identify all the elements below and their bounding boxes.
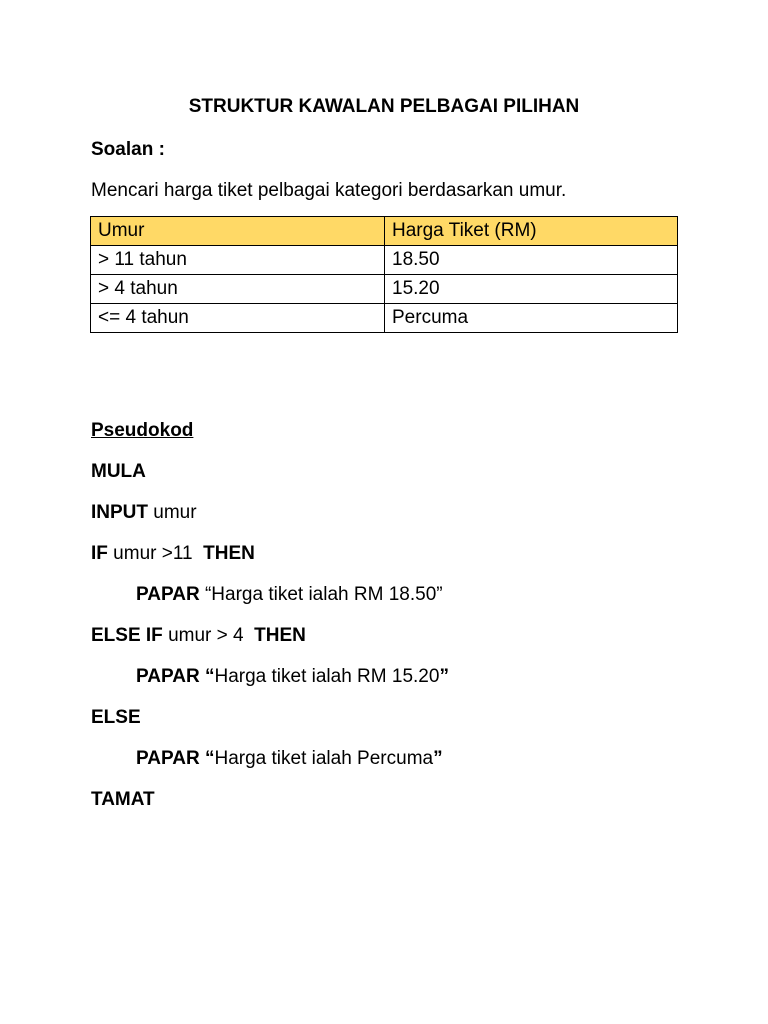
pseudo-input-line — [91, 502, 197, 524]
table-header-row — [91, 217, 678, 246]
document-title: STRUKTUR KAWALAN PELBAGAI PILIHAN — [188, 96, 580, 117]
elseif-condition: umur > 4 — [162, 625, 255, 646]
pseudo-if-line — [91, 543, 255, 565]
pseudo-else: ELSE — [91, 707, 141, 728]
table-row — [91, 275, 678, 304]
if-condition: umur >11 — [107, 543, 204, 564]
pseudo-elseif-line — [91, 625, 306, 647]
table-row — [91, 304, 678, 333]
table-cell-umur: > 4 tahun — [91, 275, 385, 304]
table-cell-umur: <= 4 tahun — [91, 304, 385, 333]
keyword-papar: PAPAR — [136, 748, 200, 769]
question-label: Soalan : — [91, 139, 165, 160]
keyword-then: THEN — [203, 543, 255, 564]
table-cell-harga: 15.20 — [385, 275, 678, 304]
input-variable: umur — [148, 502, 197, 523]
table-cell-harga: Percuma — [385, 304, 678, 333]
table-row — [91, 246, 678, 275]
ticket-price-table — [90, 216, 678, 333]
pseudocode-heading: Pseudokod — [91, 420, 194, 441]
pseudo-papar-line-2 — [136, 666, 449, 688]
papar-message: “Harga tiket ialah RM 18.50” — [199, 584, 443, 605]
keyword-papar: PAPAR — [136, 666, 200, 687]
keyword-papar: PAPAR — [136, 584, 200, 605]
header-harga-tiket: Harga Tiket (RM) — [385, 217, 678, 246]
papar-message: Harga tiket ialah Percuma — [214, 748, 434, 769]
keyword-else-if: ELSE IF — [91, 625, 163, 646]
keyword-then: THEN — [254, 625, 306, 646]
keyword-if: IF — [91, 543, 108, 564]
question-text: Mencari harga tiket pelbagai kategori berdasarkan umur. — [91, 180, 567, 201]
pseudo-papar-line-3 — [136, 748, 443, 770]
header-umur: Umur — [91, 217, 385, 246]
quote-open: “ — [199, 666, 215, 687]
pseudo-papar-line-1 — [136, 584, 443, 606]
quote-close: ” — [439, 666, 449, 687]
quote-open: “ — [199, 748, 215, 769]
table-cell-harga: 18.50 — [385, 246, 678, 275]
pseudo-mula: MULA — [91, 461, 146, 482]
pseudo-tamat: TAMAT — [91, 789, 155, 810]
table-cell-umur: > 11 tahun — [91, 246, 385, 275]
papar-message: Harga tiket ialah RM 15.20 — [214, 666, 440, 687]
quote-close: ” — [433, 748, 443, 769]
keyword-input: INPUT — [91, 502, 148, 523]
